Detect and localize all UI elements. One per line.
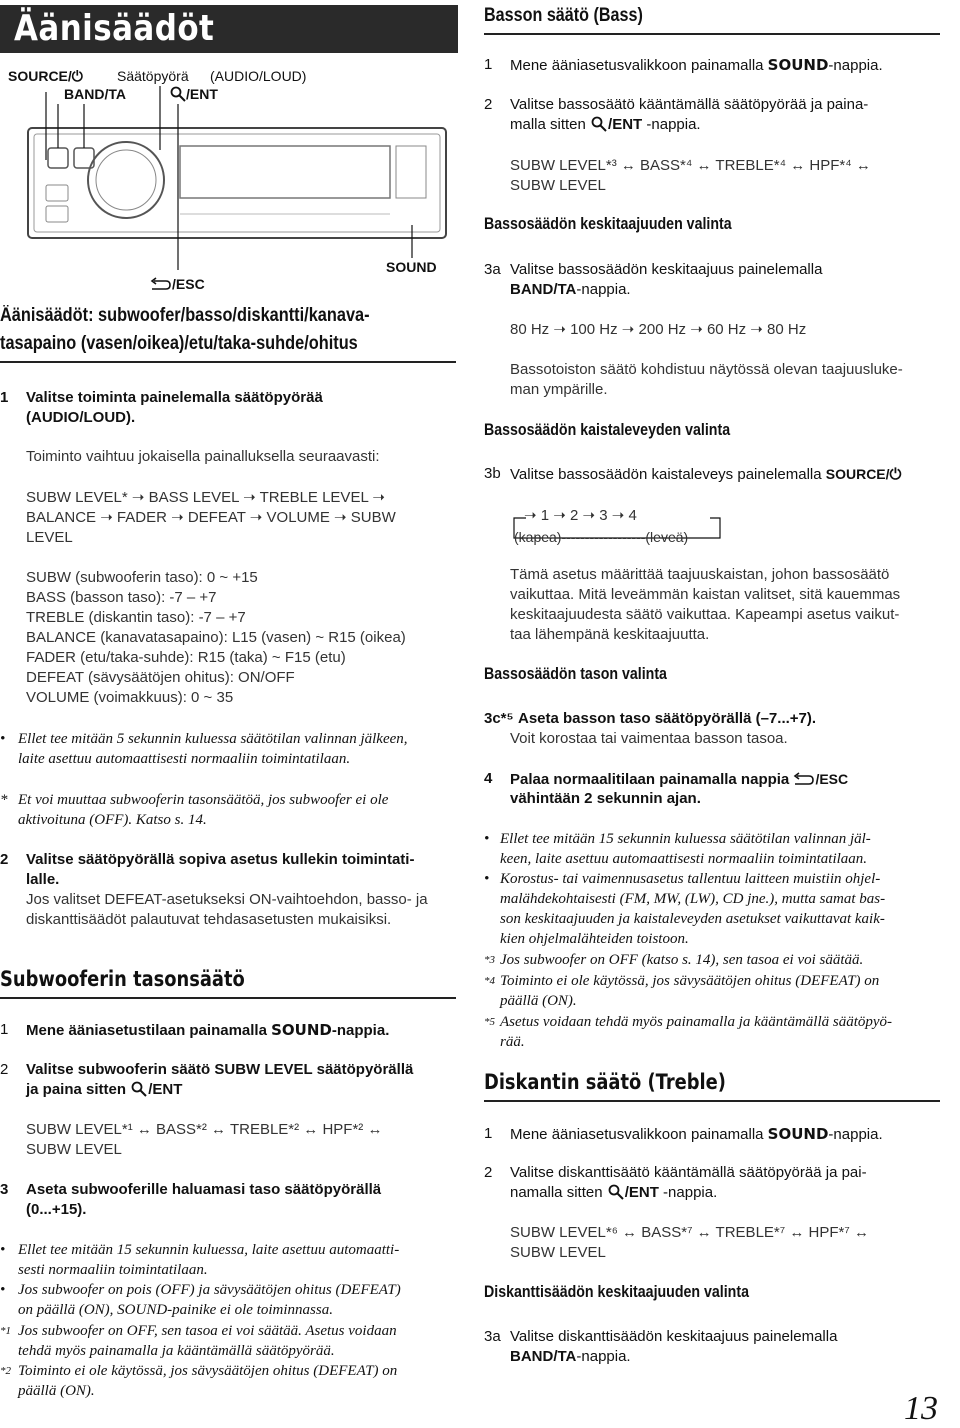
bullet-icon: • [0, 1282, 6, 1298]
subw-sequence-l1: SUBW LEVEL*¹ ↔ BASS*² ↔ TREBLE*² ↔ HPF*² ↔ [26, 1121, 383, 1138]
sequence-l1: SUBW LEVEL* ➝ BASS LEVEL ➝ TREBLE LEVEL ➝ [26, 489, 385, 506]
bullet-icon: • [0, 1242, 6, 1258]
range-item: VOLUME (voimakkuus): 0 ~ 35 [26, 689, 234, 706]
search-icon [607, 1184, 625, 1200]
subheading-width: Bassosäädön kaistaleveyden valinta [484, 421, 731, 439]
section-title-bass: Basson säätö (Bass) [484, 5, 940, 35]
section-title-subwoofer: Subwooferin tasonsäätö [0, 967, 456, 999]
range-item: FADER (etu/taka-suhde): R15 (taka) ~ F15 (etu) [26, 649, 346, 666]
subheading-level: Bassosäädön tason valinta [484, 665, 667, 683]
label-source: SOURCE/⏻ [8, 68, 83, 84]
frequency-sequence: 80 Hz ➝ 100 Hz ➝ 200 Hz ➝ 60 Hz ➝ 80 Hz [510, 321, 807, 338]
car-stereo-drawing [0, 0, 462, 300]
label-audio-loud: (AUDIO/LOUD) [210, 68, 307, 84]
treble-sequence-l1: SUBW LEVEL*⁶ ↔ BASS*⁷ ↔ TREBLE*⁷ ↔ HPF*⁷ ↔ [510, 1224, 869, 1241]
bullet-icon: • [484, 871, 490, 887]
range-item: DEFEAT (sävysäätöjen ohitus): ON/OFF [26, 669, 295, 686]
label-saatopyora: Säätöpyörä [117, 68, 189, 84]
back-arrow-icon [793, 772, 815, 786]
bullet-icon: • [0, 731, 6, 747]
range-list [26, 568, 406, 708]
power-icon: ⏻ [71, 68, 83, 84]
page-title: Äänisäädöt [14, 8, 215, 49]
section-title-aanisaadot: Äänisäädöt: subwoofer/basso/diskantti/kanava- tasapaino (vasen/oikea)/etu/taka-suhde/ohitus [0, 305, 456, 363]
subheading-treble-center: Diskanttisäädön keskitaajuuden valinta [484, 1283, 749, 1301]
subw-sequence-l2: SUBW LEVEL [26, 1141, 122, 1158]
treble-sequence-l2: SUBW LEVEL [510, 1244, 606, 1261]
range-item: BALANCE (kanavatasapaino): L15 (vasen) ~ R15 (oikea) [26, 629, 406, 646]
search-icon [130, 1081, 148, 1097]
section-title-treble: Diskantin säätö (Treble) [484, 1070, 940, 1102]
bandwidth-note: Tämä asetus määrittää taajuuskaistan, johon bassosäätö vaikuttaa. Mitä leveämmän kaistan valitset, sitä kauemmas keskitaajuudesta säätö vaikuttaa. Kapeampi asetus vaikut- taa lähempänä keskitaajuutta. [510, 566, 901, 643]
range-item: TREBLE (diskantin taso): -7 – +7 [26, 609, 246, 626]
label-ent: /ENT [170, 86, 218, 102]
range-item: BASS (basson taso): -7 – +7 [26, 589, 217, 606]
page-number: 13 [904, 1390, 938, 1427]
sequence-l2: BALANCE ➝ FADER ➝ DEFEAT ➝ VOLUME ➝ SUBW [26, 509, 396, 526]
subheading-center: Bassosäädön keskitaajuuden valinta [484, 215, 732, 233]
sequence-l3: LEVEL [26, 529, 73, 546]
label-band: BAND/TA [64, 86, 126, 102]
bullet-icon: • [484, 831, 490, 847]
label-sound: SOUND [386, 259, 437, 275]
power-icon: ⏻ [889, 466, 902, 483]
freq-note-l1: Bassotoiston säätö kohdistuu näytössä olevan taajuusluke- [510, 361, 903, 378]
bass-sequence-l2: SUBW LEVEL [510, 177, 606, 194]
bandwidth-box [510, 504, 724, 548]
toiminto-text: Toiminto vaihtuu jokaisella painalluksella seuraavasti: [26, 448, 380, 465]
bass-sequence-l1: SUBW LEVEL*³ ↔ BASS*⁴ ↔ TREBLE*⁴ ↔ HPF*⁴ ↔ [510, 157, 871, 174]
bandwidth-sequence: ➝ 1 ➝ 2 ➝ 3 ➝ 4 [524, 507, 637, 524]
bandwidth-label: (kapea)------------------(leveä) [514, 529, 689, 545]
search-icon [590, 116, 608, 132]
freq-note-l2: man ympärille. [510, 381, 608, 398]
range-item: SUBW (subwooferin taso): 0 ~ +15 [26, 569, 258, 586]
label-esc: /ESC [150, 276, 205, 292]
